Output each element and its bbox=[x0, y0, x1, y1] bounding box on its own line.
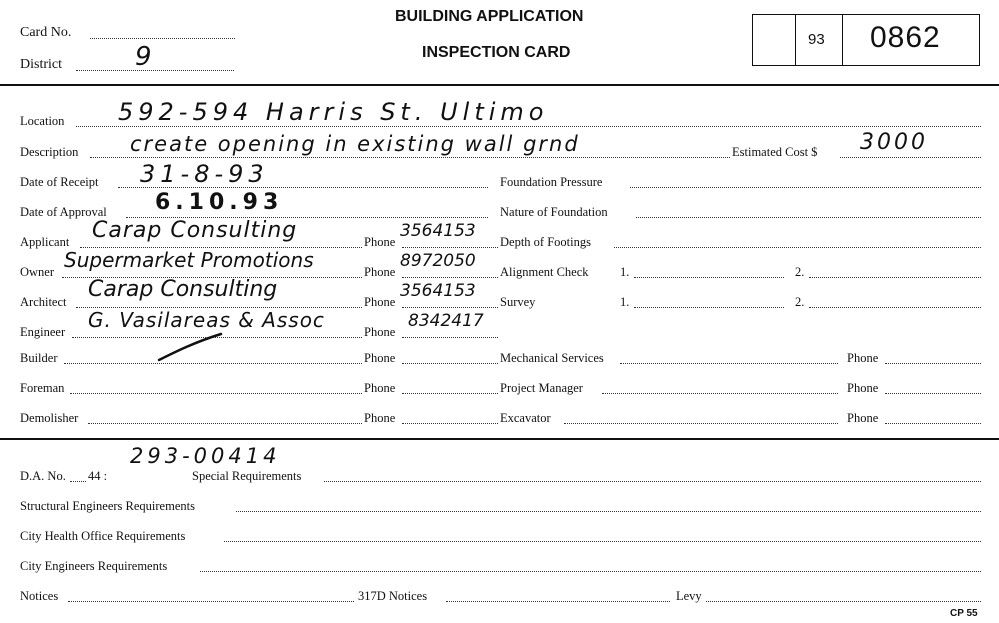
da-no-line[interactable] bbox=[70, 481, 86, 482]
owner-phone: 8972050 bbox=[400, 251, 476, 271]
mechanical-services-phone-line[interactable] bbox=[885, 363, 981, 364]
engineer-phone-label: Phone bbox=[364, 325, 396, 339]
city-health-line[interactable] bbox=[224, 541, 981, 542]
project-manager-line[interactable] bbox=[602, 393, 838, 394]
location-value: 592-594 Harris St. Ultimo bbox=[118, 98, 549, 126]
title-line-1: BUILDING APPLICATION bbox=[395, 8, 584, 25]
description-line[interactable] bbox=[90, 157, 730, 158]
alignment-check-line-1[interactable] bbox=[634, 277, 784, 278]
description-label: Description bbox=[20, 145, 79, 159]
applicant-value: Carap Consulting bbox=[92, 218, 298, 243]
survey-line-2[interactable] bbox=[809, 307, 981, 308]
date-of-receipt-value: 31-8-93 bbox=[140, 160, 269, 188]
alignment-check-line-2[interactable] bbox=[809, 277, 981, 278]
architect-label: Architect bbox=[20, 295, 67, 309]
date-of-approval-value: 6.10.93 bbox=[155, 190, 284, 215]
city-engineers-line[interactable] bbox=[200, 571, 981, 572]
pen-stroke-mark bbox=[155, 330, 225, 365]
applicant-phone-line[interactable] bbox=[402, 247, 498, 248]
alignment-check-label: Alignment Check bbox=[500, 265, 589, 279]
survey-label: Survey bbox=[500, 295, 536, 309]
owner-label: Owner bbox=[20, 265, 55, 279]
engineer-phone: 8342417 bbox=[408, 311, 484, 331]
header-divider bbox=[0, 84, 999, 86]
project-manager-phone-line[interactable] bbox=[885, 393, 981, 394]
notices-label: Notices bbox=[20, 589, 59, 603]
builder-phone-label: Phone bbox=[364, 351, 396, 365]
demolisher-line[interactable] bbox=[88, 423, 362, 424]
estimated-cost-label: Estimated Cost $ bbox=[732, 145, 818, 159]
excavator-phone-label: Phone bbox=[847, 411, 879, 425]
architect-phone-line[interactable] bbox=[402, 307, 498, 308]
architect-value: Carap Consulting bbox=[88, 277, 278, 302]
nature-of-foundation-line[interactable] bbox=[636, 217, 981, 218]
card-no-line[interactable] bbox=[90, 38, 235, 39]
city-health-label: City Health Office Requirements bbox=[20, 529, 186, 543]
project-manager-label: Project Manager bbox=[500, 381, 583, 395]
form-code: CP 55 bbox=[950, 608, 978, 619]
demolisher-phone-line[interactable] bbox=[402, 423, 498, 424]
depth-of-footings-line[interactable] bbox=[614, 247, 981, 248]
foreman-phone-label: Phone bbox=[364, 381, 396, 395]
applicant-phone-label: Phone bbox=[364, 235, 396, 249]
architect-phone-label: Phone bbox=[364, 295, 396, 309]
structural-engineers-line[interactable] bbox=[236, 511, 981, 512]
city-engineers-label: City Engineers Requirements bbox=[20, 559, 168, 573]
mechanical-services-phone-label: Phone bbox=[847, 351, 879, 365]
card-number-prefix: 93 bbox=[808, 31, 825, 48]
nature-of-foundation-label: Nature of Foundation bbox=[500, 205, 608, 219]
foundation-pressure-label: Foundation Pressure bbox=[500, 175, 603, 189]
location-label: Location bbox=[20, 114, 65, 128]
notices-line[interactable] bbox=[68, 601, 354, 602]
project-manager-phone-label: Phone bbox=[847, 381, 879, 395]
levy-label: Levy bbox=[676, 589, 702, 603]
card-no-label: Card No. bbox=[20, 25, 72, 40]
owner-phone-label: Phone bbox=[364, 265, 396, 279]
engineer-label: Engineer bbox=[20, 325, 66, 339]
mechanical-services-label: Mechanical Services bbox=[500, 351, 604, 365]
special-requirements-line[interactable] bbox=[324, 481, 981, 482]
builder-phone-line[interactable] bbox=[402, 363, 498, 364]
survey-num-1: 1. bbox=[620, 295, 630, 309]
notices-317d-line[interactable] bbox=[446, 601, 670, 602]
date-of-approval-label: Date of Approval bbox=[20, 205, 107, 219]
builder-line[interactable] bbox=[64, 363, 362, 364]
survey-line-1[interactable] bbox=[634, 307, 784, 308]
demolisher-phone-label: Phone bbox=[364, 411, 396, 425]
applicant-phone: 3564153 bbox=[400, 221, 476, 241]
district-label: District bbox=[20, 57, 62, 72]
excavator-label: Excavator bbox=[500, 411, 551, 425]
excavator-phone-line[interactable] bbox=[885, 423, 981, 424]
owner-value: Supermarket Promotions bbox=[64, 248, 314, 272]
card-number: 0862 bbox=[870, 21, 941, 54]
architect-phone: 3564153 bbox=[400, 281, 476, 301]
district-value: 9 bbox=[135, 42, 154, 72]
da-no-label: D.A. No. bbox=[20, 469, 66, 483]
section-divider bbox=[0, 438, 999, 440]
alignment-check-num-2: 2. bbox=[795, 265, 805, 279]
estimated-cost-line[interactable] bbox=[840, 157, 981, 158]
special-requirements-label: Special Requirements bbox=[192, 469, 302, 483]
engineer-value: G. Vasilareas & Assoc bbox=[88, 308, 325, 332]
excavator-line[interactable] bbox=[564, 423, 838, 424]
da-no-prefix: 44 : bbox=[88, 469, 108, 483]
mechanical-services-line[interactable] bbox=[620, 363, 838, 364]
engineer-phone-line[interactable] bbox=[402, 337, 498, 338]
da-number-value: 293-00414 bbox=[130, 444, 281, 468]
builder-label: Builder bbox=[20, 351, 58, 365]
levy-line[interactable] bbox=[706, 601, 981, 602]
notices-317d-label: 317D Notices bbox=[358, 589, 428, 603]
owner-phone-line[interactable] bbox=[402, 277, 498, 278]
title-line-2: INSPECTION CARD bbox=[422, 44, 571, 61]
location-line[interactable] bbox=[76, 126, 981, 127]
estimated-cost-value: 3000 bbox=[860, 130, 928, 155]
district-line[interactable] bbox=[76, 70, 234, 71]
foundation-pressure-line[interactable] bbox=[630, 187, 981, 188]
description-value: create opening in existing wall grnd bbox=[130, 132, 580, 156]
applicant-label: Applicant bbox=[20, 235, 70, 249]
card-number-box bbox=[752, 14, 980, 66]
foreman-label: Foreman bbox=[20, 381, 65, 395]
demolisher-label: Demolisher bbox=[20, 411, 79, 425]
survey-num-2: 2. bbox=[795, 295, 805, 309]
date-of-receipt-label: Date of Receipt bbox=[20, 175, 99, 189]
structural-engineers-label: Structural Engineers Requirements bbox=[20, 499, 195, 513]
depth-of-footings-label: Depth of Footings bbox=[500, 235, 591, 249]
foreman-phone-line[interactable] bbox=[402, 393, 498, 394]
foreman-line[interactable] bbox=[70, 393, 362, 394]
alignment-check-num-1: 1. bbox=[620, 265, 630, 279]
